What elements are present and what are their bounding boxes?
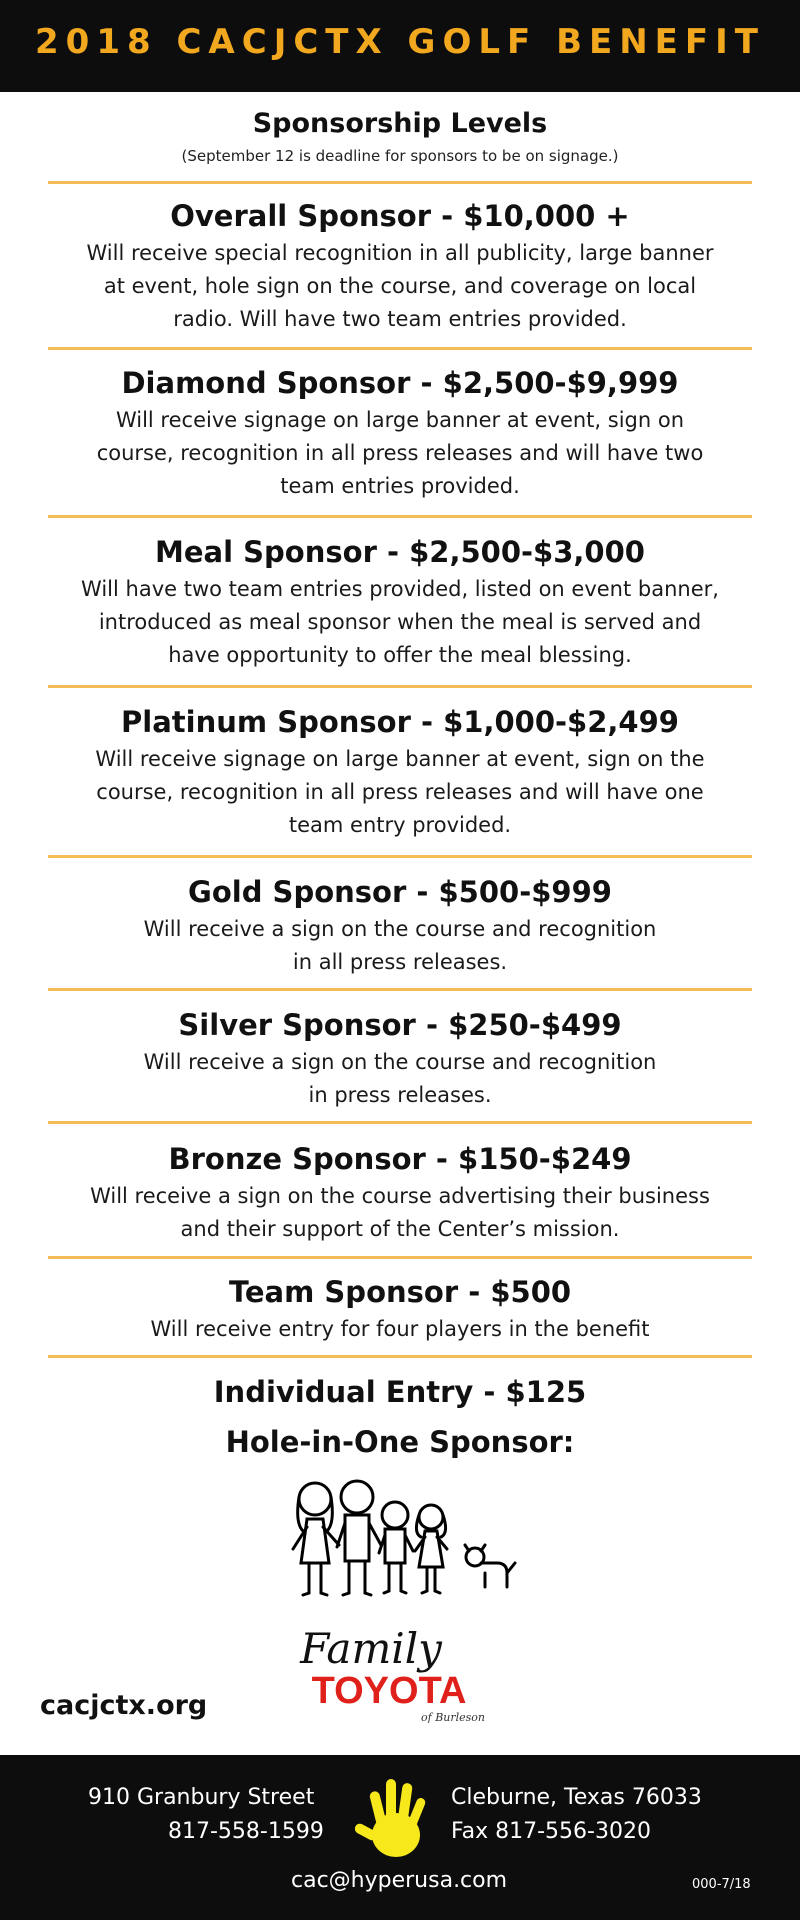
level-title: Silver Sponsor - $250-$499	[178, 1008, 622, 1042]
level-bronze	[20, 1140, 780, 1246]
divider	[48, 1355, 752, 1358]
level-description: Will receive a sign on the course and recognition in press releases.	[143, 1050, 657, 1107]
email-address[interactable]: cac@hyperusa.com	[291, 1868, 508, 1893]
level-title: Overall Sponsor - $10,000 +	[170, 199, 630, 233]
divider	[48, 988, 752, 991]
logo-sub: of Burleson	[421, 1711, 485, 1723]
divider	[48, 347, 752, 350]
street-address: 910 Granbury Street	[88, 1785, 315, 1810]
stick-family-icon	[285, 1475, 525, 1723]
level-title: Meal Sponsor - $2,500-$3,000	[155, 535, 645, 569]
level-title: Diamond Sponsor - $2,500-$9,999	[121, 366, 679, 400]
level-diamond	[20, 364, 780, 503]
logo-brand: TOYOTA	[311, 1670, 467, 1712]
phone-number: 817-558-1599	[168, 1819, 324, 1844]
level-gold	[20, 873, 780, 979]
level-title: Platinum Sponsor - $1,000-$2,499	[121, 705, 679, 739]
website-url[interactable]: cacjctx.org	[40, 1690, 208, 1721]
level-description: Will receive a sign on the course advertising their business and their support of the Center’s mission.	[90, 1184, 710, 1241]
hole-in-one-title: Hole-in-One Sponsor:	[225, 1425, 575, 1459]
level-team	[20, 1273, 780, 1346]
level-title: Bronze Sponsor - $150-$249	[168, 1142, 632, 1176]
family-toyota-logo	[285, 1475, 525, 1723]
header-bar	[0, 0, 800, 92]
deadline-note: (September 12 is deadline for sponsors to be on signage.)	[181, 147, 619, 165]
divider	[48, 1121, 752, 1124]
level-description: Will receive signage on large banner at event, sign on course, recognition in all press releases and will have two team entries provided.	[96, 408, 704, 498]
fax-number: Fax 817-556-3020	[451, 1819, 651, 1844]
divider	[48, 515, 752, 518]
level-description: Will receive special recognition in all publicity, large banner at event, hole sign on the course, and coverage on local radio. Will have two team entries provided.	[86, 241, 714, 331]
city-state-zip: Cleburne, Texas 76033	[451, 1785, 702, 1810]
level-description: Will receive entry for four players in the benefit	[150, 1317, 650, 1341]
document-code: 000-7/18	[692, 1877, 751, 1892]
level-description: Will have two team entries provided, listed on event banner, introduced as meal sponsor when the meal is served and have opportunity to offer the meal blessing.	[81, 577, 719, 667]
level-title: Team Sponsor - $500	[228, 1275, 572, 1309]
logo-script: Family	[300, 1624, 442, 1673]
level-title: Individual Entry - $125	[213, 1375, 587, 1409]
footer-bar	[0, 1755, 800, 1920]
event-title: 2018 CACJCTX GOLF BENEFIT	[35, 22, 765, 62]
divider	[48, 855, 752, 858]
level-meal	[20, 533, 780, 672]
level-description: Will receive a sign on the course and recognition in all press releases.	[143, 917, 657, 974]
level-overall	[20, 197, 780, 336]
level-title: Gold Sponsor - $500-$999	[188, 875, 612, 909]
handprint-icon	[350, 1773, 440, 1873]
divider	[48, 181, 752, 184]
divider	[48, 1256, 752, 1259]
level-individual	[20, 1373, 780, 1411]
divider	[48, 685, 752, 688]
section-title: Sponsorship Levels	[252, 108, 548, 139]
level-description: Will receive signage on large banner at event, sign on the course, recognition in all press releases and will have one team entry provided.	[95, 747, 705, 837]
level-platinum	[20, 703, 780, 842]
level-silver	[20, 1006, 780, 1112]
